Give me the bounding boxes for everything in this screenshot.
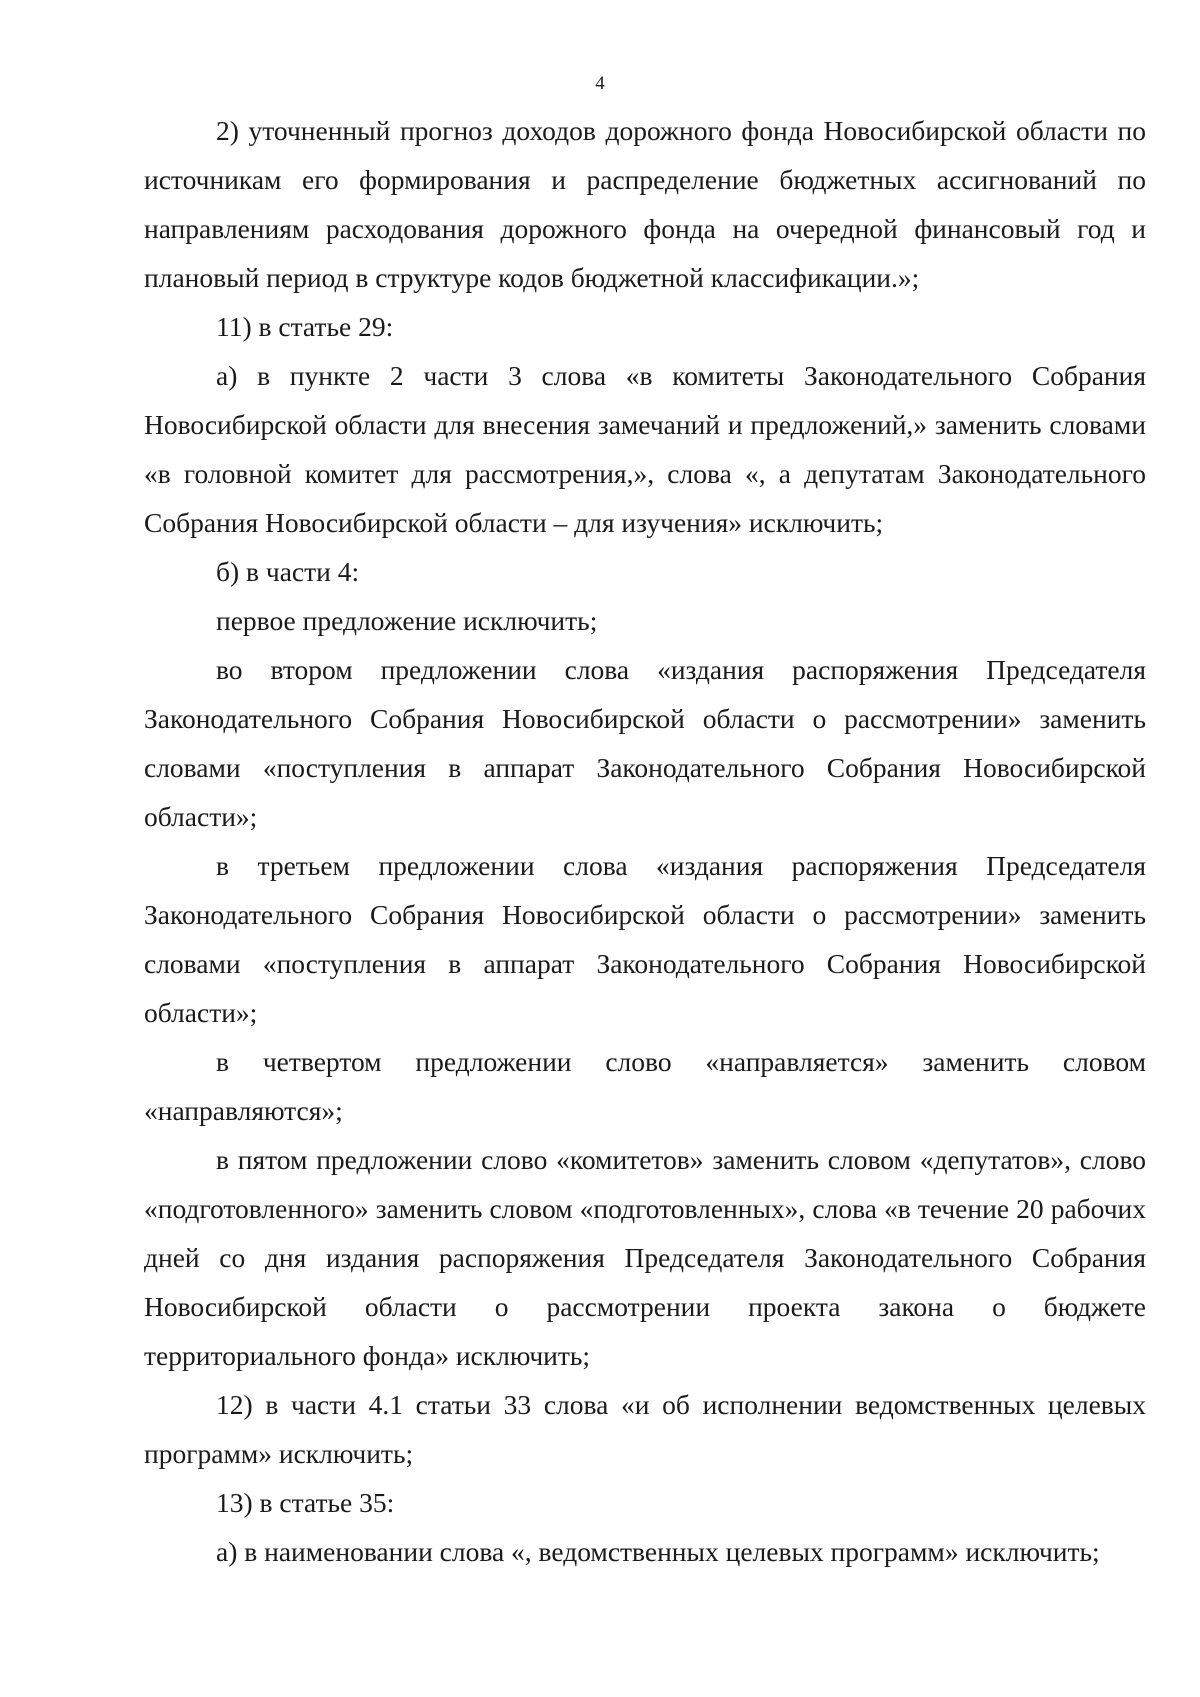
paragraph-third-sentence: в третьем предложении слова «издания распоряжения Председателя Законодательного Собрания Новосибирской области о рассмотрении» заменить словами «поступления в аппарат Законодательного Собрания Новосибирской области»; bbox=[144, 850, 1146, 1028]
document-body bbox=[144, 106, 1146, 1576]
paragraph-item-12-article-33: 12) в части 4.1 статьи 33 слова «и об исполнении ведомственных целевых программ» исключить; bbox=[144, 1389, 1146, 1469]
paragraph-fifth-sentence: в пятом предложении слово «комитетов» заменить словом «депутатов», слово «подготовленного» заменить словом «подготовленных», слова «в течение 20 рабочих дней со дня издания распоряжения Председателя Законодательного Собрания Новосибирской области о рассмотрении проекта закона о бюджете территориального фонда» исключить; bbox=[144, 1144, 1146, 1371]
paragraph-first-sentence: первое предложение исключить; bbox=[216, 605, 598, 636]
paragraph-item-2-road-fund: 2) уточненный прогноз доходов дорожного фонда Новосибирской области по источникам его формирования и распределение бюджетных ассигнований по направлениям расходования дорожного фонда на очередной финансовый год и плановый период в структуре кодов бюджетной классификации.»; bbox=[144, 115, 1146, 293]
paragraph-item-13-article-35: 13) в статье 35: bbox=[216, 1487, 395, 1518]
paragraph-subitem-a-title: а) в наименовании слова «, ведомственных целевых программ» исключить; bbox=[216, 1536, 1100, 1567]
page-number: 4 bbox=[595, 73, 605, 94]
paragraph-item-11-article-29: 11) в статье 29: bbox=[216, 311, 394, 342]
paragraph-subitem-b-part-4: б) в части 4: bbox=[216, 556, 360, 587]
paragraph-subitem-a-part-3: а) в пункте 2 части 3 слова «в комитеты Законодательного Собрания Новосибирской области для внесения замечаний и предложений,» заменить словами «в головной комитет для рассмотрения,», слова «, а депутатам Законодательного Собрания Новосибирской области – для изучения» исключить; bbox=[144, 360, 1146, 538]
paragraph-second-sentence: во втором предложении слова «издания распоряжения Председателя Законодательного Собрания Новосибирской области о рассмотрении» заменить словами «поступления в аппарат Законодательного Собрания Новосибирской области»; bbox=[144, 654, 1146, 832]
paragraph-fourth-sentence: в четвертом предложении слово «направляется» заменить словом «направляются»; bbox=[144, 1046, 1146, 1126]
